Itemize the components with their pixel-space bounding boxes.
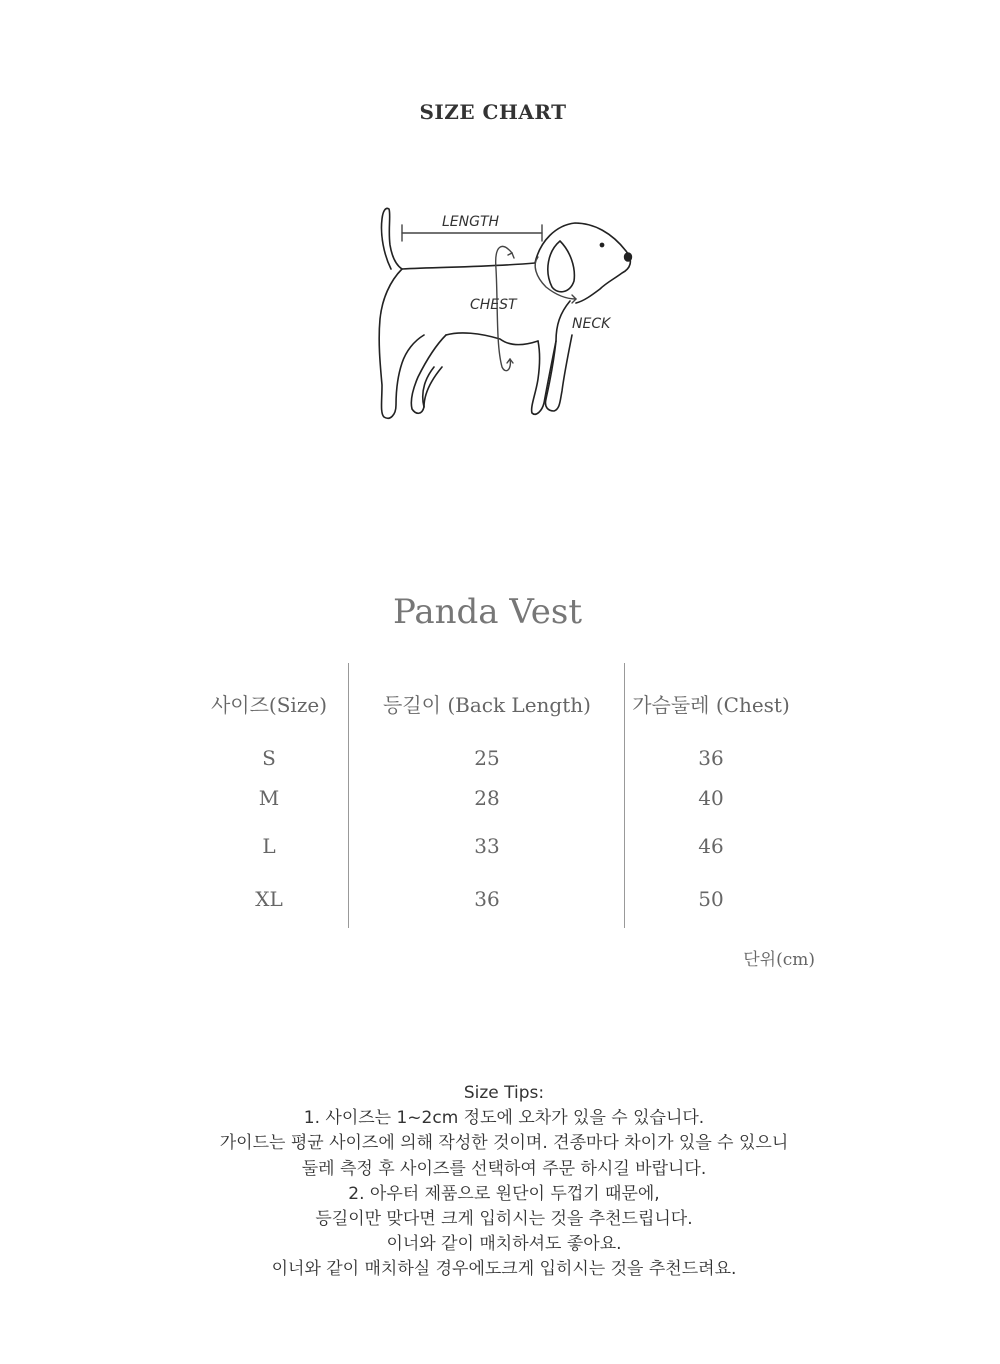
column-divider	[624, 663, 625, 928]
row-size-cell: M	[258, 786, 280, 810]
row-chest-cell: 46	[698, 834, 724, 858]
tips-title: Size Tips:	[463, 1083, 545, 1103]
row-back-length-cell: 33	[474, 834, 500, 858]
row-size-cell: L	[262, 834, 276, 858]
row-size-cell: S	[262, 746, 276, 770]
tips-line: 등길이만 맞다면 크게 입히시는 것을 추천드립니다.	[315, 1209, 693, 1230]
header-size: 사이즈(Size)	[210, 693, 328, 717]
unit-note: 단위(cm)	[743, 950, 815, 970]
header-chest: 가슴둘레 (Chest)	[632, 693, 790, 717]
row-chest-cell: 40	[698, 786, 724, 810]
size-tips	[0, 1081, 1000, 1283]
dog-measurement-diagram	[360, 195, 650, 435]
tips-line: 이너와 같이 매치하실 경우에도크게 입히시는 것을 추천드려요.	[271, 1259, 737, 1280]
product-title: Panda Vest	[392, 592, 583, 632]
row-size-cell: XL	[255, 887, 283, 911]
column-divider	[348, 663, 349, 928]
header-back-length: 등길이 (Back Length)	[383, 693, 591, 717]
dog-outline-illustration	[360, 195, 650, 435]
row-chest-cell: 50	[698, 887, 724, 911]
row-back-length-cell: 25	[474, 746, 500, 770]
neck-label: NECK	[572, 316, 611, 332]
chest-label: CHEST	[470, 297, 517, 313]
size-chart-heading: SIZE CHART	[419, 100, 567, 124]
tips-line: 이너와 같이 매치하셔도 좋아요.	[386, 1234, 622, 1255]
size-table	[190, 663, 830, 928]
tips-line: 가이드는 평균 사이즈에 의해 작성한 것이며. 견종마다 차이가 있을 수 있으니	[219, 1133, 789, 1154]
length-label: LENGTH	[442, 214, 500, 230]
tips-line: 둘레 측정 후 사이즈를 선택하여 주문 하시길 바랍니다.	[301, 1158, 707, 1179]
row-chest-cell: 36	[698, 746, 724, 770]
row-back-length-cell: 28	[474, 786, 500, 810]
tips-line: 2. 아우터 제품으로 원단이 두껍기 때문에,	[348, 1183, 660, 1204]
row-back-length-cell: 36	[474, 887, 500, 911]
tips-line: 1. 사이즈는 1~2cm 정도에 오차가 있을 수 있습니다.	[303, 1108, 705, 1129]
